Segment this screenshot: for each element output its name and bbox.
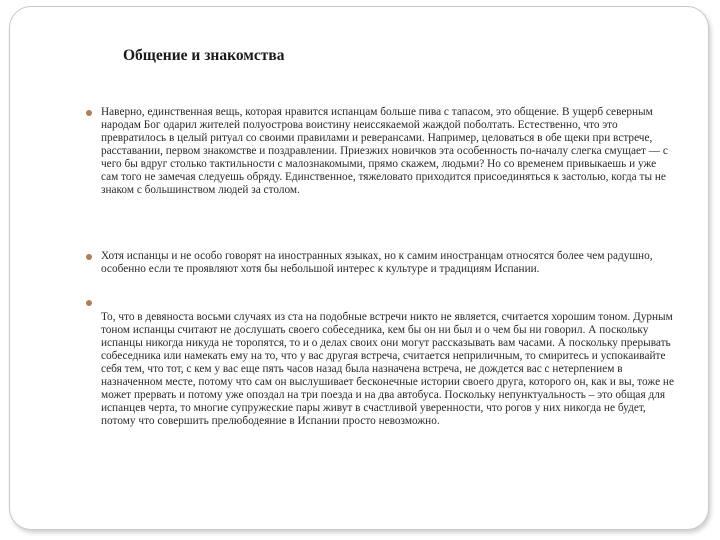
paragraph-greetings: Наверно, единственная вещь, которая нравится испанцам больше пива с тапасом, это общение. В ущерб северным народам Бог одарил жителей полуострова воистину неиссякаемой жаждой поболтать. Естественно, что это превратилось в целый ритуал со своими правилами и реверансами. Например, целоваться в обе щеки при встрече, расставании, первом знакомстве и поздравлении. Приезжих новичков эта особенность по-началу слегка смущает — с чего бы вдруг столько тактильности с малознакомыми, прямо скажем, людьми? Но со временем привыкаешь и уже сам того не замечая следуешь обряду. Единственное, тяжеловато приходится присоединяться к застолью, когда ты не знаком с большинством людей за столом. (101, 106, 668, 197)
paragraph-punctuality: То, что в девяноста восьми случаях из ста на подобные встречи никто не является, считается хорошим тоном. Дурным тоном испанцы считают не дослушать своего собеседника, кем бы он ни был и о чем бы ни говорил. А поскольку испанцы никогда никуда не торопятся, то и о делах своих они могут рассказывать вам часами. А поскольку прерывать собеседника или намекать ему на то, что у вас другая встреча, считается неприличным, то смиритесь и успокаивайте себя тем, что тот, с кем у вас еще пять часов назад была назначена встреча, не дождется вас с нетерпением в назначенном месте, потому что сам он выслушивает бесконечные истории своего друга, которого он, как и вы, тоже не может прервать и потому уже опоздал на три поезда и на два автобуса. Поскольку непунктуальность – это общая для испанцев черта, то многие супружеские пары живут в счастливой уверенности, что рогов у них никогда не будет, потому что совершить прелюбодеяние в Испании просто невозможно. (101, 311, 674, 428)
bullet-icon (86, 254, 92, 260)
bullet-icon (86, 300, 92, 306)
page-title: Общение и знакомства (123, 47, 285, 64)
bullet-icon (86, 110, 92, 116)
paragraph-foreigners: Хотя испанцы и не особо говорят на иностранных языках, но к самим иностранцам относятся более чем радушно, особенно если те проявляют хотя бы небольшой интерес к культуре и традициям Испании. (101, 250, 653, 276)
